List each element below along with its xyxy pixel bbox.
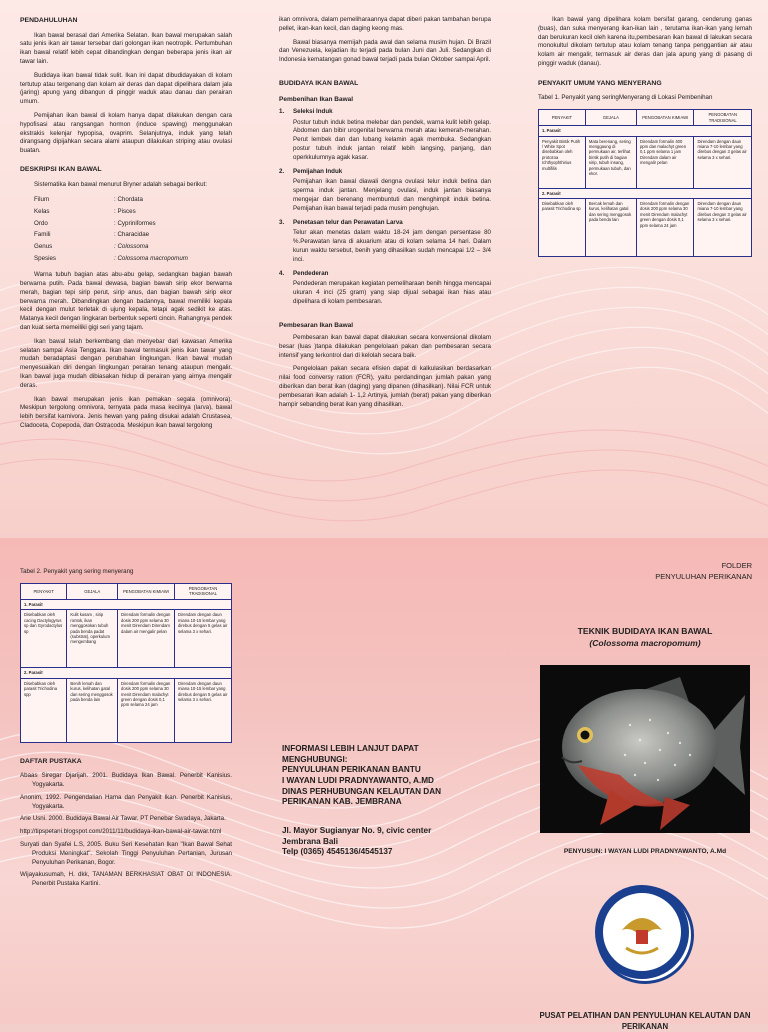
bottom-left-column — [20, 564, 232, 893]
table-section-row — [21, 668, 232, 678]
table-cell: Mata berenang, sering menggaung di permukaan air, terlihat bintik putih di bagian sirip, tubuh insang, permukaan tubuh, dan ekor. — [585, 136, 636, 188]
table-section-row — [21, 599, 232, 609]
table-caption: Tabel 1. Penyakit yang seringMenyerang di Lokasi Pembenihan — [538, 94, 713, 102]
table-cell: Bercak lemah dan kurus, kelihatan gatal dan sering menggosok pada benda lain — [585, 199, 636, 257]
middle-column — [279, 16, 491, 414]
contact-info — [282, 744, 492, 858]
section-heading-penyakit: PENYAKIT UMUM YANG MENYERANG — [538, 79, 662, 87]
column-header: PENGOBATAN KIMIAWI — [636, 110, 694, 126]
taxonomy-value: : Characidae — [114, 231, 150, 239]
taxonomy-value: : Pisces — [114, 207, 136, 215]
section-label: 2. Parasit — [539, 188, 752, 198]
step-item — [279, 219, 491, 265]
paragraph: Budidaya ikan bawal tidak sulit. Ikan ini dapat dibudidayakan di kolam tertutup atau tergenang dan kolam air deras dan dapat dipelihara dalam jala (jaring) apung yang dibangun di pinggir waduk atau danau dan perairan umum. — [20, 71, 232, 106]
address-line: Telp (0365) 4545136/4545137 — [282, 847, 393, 857]
step-title: Pemijahan Induk — [293, 167, 343, 175]
reference-item: Arie Usni. 2000. Budidaya Bawal Air Tawar. PT Penebar Swadaya, Jakarta. — [20, 815, 226, 823]
paragraph: Bawal biasanya memijah pada awal dan selama musim hujan. Di Brazil dan Venezuela, kejadian itu terjadi pada bulan Juni dan Juli. Sedangkan di Indonesia kematangan gonad bawal terjadi pada bulan Oktober sampai April. — [279, 38, 491, 64]
address-line: Jl. Mayor Sugianyar No. 9, civic center — [282, 825, 432, 835]
paragraph: Ikan bawal yang dipelihara kolam bersifat garang, cenderung ganas (buas), dan suka menyerang ikan-ikan lain , terutama ikan-ikan yang lemah dan berukuran kecil oleh karena itu,pembesaran ikan bawal di lakukan secara monokultul dikolam tertutup atau kolam tenang tanpa penggantian air atau kolam air mengalir, termasuk air deras dan jala apung yang di pasang di pinggir waduk (danau). — [538, 16, 752, 67]
step-number: 1. — [279, 107, 285, 115]
outer-spread — [0, 538, 768, 1032]
section-label: 1. Parasit — [21, 599, 232, 609]
section-heading-budidaya: BUDIDAYA IKAN BAWAL — [279, 79, 359, 87]
garuda-emblem-icon — [596, 886, 688, 978]
fish-illustration — [540, 665, 750, 833]
section-heading-daftar-pustaka: DAFTAR PUSTAKA — [20, 757, 82, 765]
paragraph: Sistematika ikan bawal menurut Bryner adalah sebagai berikut: — [34, 180, 207, 188]
right-column — [538, 16, 752, 257]
info-line: PERIKANAN KAB. JEMBRANA — [282, 797, 402, 807]
cover-subtitle: (Colossoma macropomum) — [589, 637, 701, 648]
table-cell: Direndam formalin dengan dosis 200 ppm selama 30 menit Direndam malachyt green dengan dosis 0,1 ppm selama 24 jam — [636, 199, 694, 257]
reference-item: http://tipspetani.blogspot.com/2011/11/budidaya-ikan-bawal-air-tawar.html — [20, 828, 222, 836]
table-header-row — [21, 583, 232, 599]
column-header: GEJALA — [585, 110, 636, 126]
taxonomy-key: Genus — [34, 243, 53, 251]
section-label: 1. Parasit — [539, 126, 752, 136]
step-title: Penetasan telur dan Perawatan Larva — [293, 218, 403, 226]
disease-table-2 — [20, 583, 232, 743]
taxonomy-value: : Cypriniformes — [114, 219, 156, 227]
table-cell: Benih lemah dan kurus, kelihatan gatal dan sering menggosok pada benda lain — [67, 678, 118, 742]
step-number: 4. — [279, 269, 285, 277]
section-heading-pendahuluan: PENDAHULUHAN — [20, 17, 78, 24]
taxonomy-value: : Colossoma — [114, 243, 149, 251]
paragraph: Ikan bawal berasal dari Amerika Selatan. Ikan bawal merupakan salah satu jenis ikan air tawar tersebar dari golongan ikan neotropik. Pertumbuhan ikan bawal relatif lebih cepat dibandingkan dengan beberapa jenis ikan air tawar lain. — [20, 31, 232, 66]
cover-footer: PUSAT PELATIHAN DAN PENYULUHAN KELAUTAN DAN PERIKANAN — [539, 1011, 751, 1032]
table-cell: Direndam formalin dengan dosis 200 ppm selama 30 menit Direndam Direndam dalam air mengalir pelan — [118, 610, 175, 668]
reference-item: Suryati dan Syafei L.S, 2005. Buku Seri Kesehatan Ikan "Ikan Bawal Sehat Produksi Meningkat". Sekolah Tinggi Penyuluhan Pertanian, Jurusan Penyuluhan Perikanan, Bogor. — [20, 841, 232, 866]
taxonomy-key: Spesies — [34, 254, 57, 262]
table-cell: Disebabkan oleh cacing Dactylogyrus sp dan Gyrodactylus sp — [21, 610, 67, 668]
table-cell: Direndam dengan daun miana 10-15 lembar yang direbus dengan 5 gelas air selama 3 x sehari. — [175, 678, 232, 742]
column-header: GEJALA — [67, 583, 118, 599]
step-title: Seleksi Induk — [293, 107, 333, 115]
table-section-row — [539, 126, 752, 136]
cover-title: TEKNIK BUDIDAYA IKAN BAWAL — [577, 625, 713, 636]
table-row — [21, 678, 232, 742]
paragraph: Pemijahan ikan bawal di kolam hanya dapat dilakukan dengan cara hypofisasi atau rangsangan hormon (induce spawing) menggunakan ekstrakis kelenjar hypopisa, ovaprim. Selanjutnya, induk yang telah dirangsang dipijahkan secara alami ataupun dilakukan striping atau ovulasi buatan. — [20, 112, 232, 155]
references — [20, 757, 232, 889]
disease-table-1 — [538, 109, 752, 257]
section-heading-deskripsi: DESKRIPSI IKAN BAWAL — [20, 166, 102, 173]
column-header: PENGOBATAN TRADISIONAL — [175, 583, 232, 599]
paragraph: Ikan bawal merupakan jenis ikan pemakan segala (omnivora). Meskipun tergolong omnivora, ternyata pada masa kecilnya (larva), bawal lebih bersifat karnivora. Jenis hewan yang paling disukai adalah Crustasea, Cladoceta, Copepoda, dan Ostracoda. Meskipun ikan bawal tergolong — [20, 395, 232, 429]
left-column — [20, 16, 232, 436]
table-caption: Tabel 2. Penyakit yang sering menyerang — [20, 568, 134, 575]
info-line: I WAYAN LUDI PRADNYAWANTO, A.MD — [282, 775, 434, 785]
table-cell: Direndam formalin 400 ppm dan malachyt green 0,1 ppm selama 1 jam Direndam dalam air mengalir pelan — [636, 136, 694, 188]
ministry-logo — [596, 886, 694, 984]
step-item — [279, 168, 491, 214]
paragraph: ikan omnivora, dalam pemeliharaannya dapat diberi pakan tambahan berupa pellet, ikan-ikan kecil, dan daging keong mas. — [279, 16, 491, 32]
step-title: Pendederan — [293, 269, 329, 277]
table-row — [539, 199, 752, 257]
info-line: PENYULUHAN PERIKANAN BANTU — [282, 765, 421, 775]
table-cell: Direndam dengan daun miana 7-10 lembar yang direbus dengan 3 gelas air selama 3 x sehari. — [694, 199, 752, 257]
section-label: 2. Parasit — [21, 668, 232, 678]
table-row — [539, 136, 752, 188]
step-body: Pendederan merupakan kegiatan pemeliharaan benih hingga mencapai ukuran 4 inci (25 gram) yang siap dijual sebagai ikan hias atau dipelihara di kolam pembesaran. — [293, 280, 491, 305]
subsection-heading-pembesaran: Pembesaran Ikan Bawal — [279, 321, 354, 329]
folder-label — [538, 560, 752, 583]
table-header-row — [539, 110, 752, 126]
table-cell: Penyakit Bintik Putih / White Spot disebabkan oleh protozoa Ichthyophthirius multifilis — [539, 136, 586, 188]
steps-list — [279, 108, 491, 307]
folder-title: FOLDER — [721, 561, 752, 570]
author: PENYUSUN: I WAYAN LUDI PRADNYAWANTO, A.Md — [563, 847, 727, 855]
info-line: INFORMASI LEBIH LANJUT DAPAT — [282, 744, 419, 753]
reference-item: Anonim, 1992. Pengendalian Hama dan Penyakit Ikan. Penerbit Kanisius, Yogyakarta. — [20, 793, 232, 810]
step-body: Postur tubuh induk betina melebar dan pendek, warna kulit lebih gelap. Abdomen dan bibir urogenital berwarna merah atau kemerah-merahan. Perut lembek dan dan lubang kelamin agak membuka. Sedangkan postur tubuh induk jantan relatif lebih langsing, panjang, dan operkkulumnya agak kasar. — [293, 118, 491, 161]
front-cover — [538, 560, 752, 1032]
table-section-row — [539, 188, 752, 198]
reference-item: Wijayakusumah, H. dkk, TANAMAN BERKHASIAT OBAT DI INDONESIA. Penerbit Pustaka Kartini. — [20, 871, 232, 888]
info-line: DINAS PERHUBUNGAN KELAUTAN DAN — [282, 786, 442, 796]
column-header: PENYAKIT — [21, 583, 67, 599]
paragraph: Warna tubuh bagian atas abu-abu gelap, sedangkan bagian bawah berwarna putih. Pada bawal dewasa, bagian bawah sirip ekor berwarna merah, bagian tepi sirip perut, sirip anus, dan bagian bawah sirip ekor berwarna merah. Dibandingkan dengan badannya, bawal memiliki kepala kecil dengan mulut terletak di ujung kepala, tetapi agak sedikit ke atas. Matanya kecil dengan lingkaran berbentuk seperti cincin. Rahangnya pendek dan kuat serta memeiliki gigi seri yang tajam. — [20, 271, 232, 331]
step-item — [279, 270, 491, 307]
fish-photo — [540, 665, 750, 833]
table-row — [21, 610, 232, 668]
folder-subtitle: PENYULUHAN PERIKANAN — [655, 572, 752, 582]
taxonomy-value: : Chordata — [114, 195, 143, 203]
taxonomy-key: Famili — [34, 231, 51, 239]
step-number: 2. — [279, 167, 285, 175]
subsection-heading-pembenihan: Pembenihan Ikan Bawal — [279, 95, 354, 103]
step-body: Pemijahan ikan bawal diawali dengna ovulasi telur induk betina dan sperma induk jantan. Menjelang ovulasi, induk jantan biasanya mengejar dan berenang membuntuti dan menghimpit induk betina. Pemijahan ikan bawal terjadi pada musim penghujan. — [293, 178, 491, 212]
table-cell: Direndam formalin dengan dosis 200 ppm selama 30 menit Direndam malachyt green dengan dosis 0,1 ppm selama 24 jam — [118, 678, 175, 742]
paragraph: Pembesaran ikan bawal dapat dilakukan secara konvensional dikolam besar (luas )tanpa dilakukan pengelolaan pakan dan pembesaran secara intensif yang terkontrol dari di kelolah secara baik. — [279, 334, 491, 359]
step-number: 3. — [279, 218, 285, 226]
taxonomy-key: Ordo — [34, 219, 48, 227]
column-header: PENYAKIT — [539, 110, 586, 126]
reference-item: Abaas Siregar Djarijah. 2001. Budidaya Ikan Bawal. Penerbit Kanisius. Yogyakarta. — [20, 772, 232, 789]
table-cell: Disebabkan oleh parasit Trichodina sp — [539, 199, 586, 257]
address-line: Jembrana Bali — [282, 836, 338, 846]
paragraph: Pengelolaan pakan secara efisien dapat di kalkulasikan berdasarkan nilai food conversy ration (FCR), yaitu perdandingan jumlah pakan yang diberikan dan berat ikan (daging) yang dipanen (dihasilkan). Nilai FCR untuk pembesaran ikan adalah 1- 1,2 Artinya, jumlah (berat) pakan yang diberikan hampir sebanding berat ikan yang dihasilkan. — [279, 365, 491, 408]
taxonomy-value: : Colossoma macropomum — [114, 254, 188, 262]
step-item — [279, 108, 491, 163]
taxonomy-key: Filum — [34, 195, 50, 203]
info-line: MENGHUBUNGI: — [282, 754, 348, 764]
table-cell: Direndam dengan daun miana 7-10 lembar yang direbus dengan 3 gelas air selama 3 x sehari. — [694, 136, 752, 188]
column-header: PENGOBATAN TRADISIONAL — [694, 110, 752, 126]
table-cell: Kulit kusam , sirip rontok, ikan menggosokan tubuh pada benda padat (substrat), operkulum mengembang — [67, 610, 118, 668]
paragraph: Ikan bawal telah berkembang dan menyebar dari kawasan Amerika selatan sampai Asia Tenggara. Ikan bawal termasuk jenis ikan tawar yang mudah beradaptasi dengan perubahan lingkungan. Ikan bawal mudah menyesuaikan diri dengan lingkungan perairan tenang ataupun mengalir. Ikan bawal juga mudah dibiasakan hidup di perairan yang airnya mengalir deras. — [20, 337, 232, 389]
taxonomy-key: Kelas — [34, 207, 50, 215]
table-cell: Disebabkan oleh parasit Trichodina spp — [21, 678, 67, 742]
column-header: PENGOBATAN KIMIAWI — [118, 583, 175, 599]
taxonomy-table — [34, 194, 188, 265]
table-cell: Direndam dengan daun miana 10-15 lembar yang direbus dengan 5 gelas air selama 3 x sehari. — [175, 610, 232, 668]
step-body: Telur akan menetas dalam waktu 18-24 jam dengan persentase 80 %.Perawatan larva di akuarium atau di kolam selama 14 hari. Dalam kurun waktu tersebut, benih yang dihasilkan sudah mencapai 1/2 – 3/4 inci. — [293, 229, 491, 263]
